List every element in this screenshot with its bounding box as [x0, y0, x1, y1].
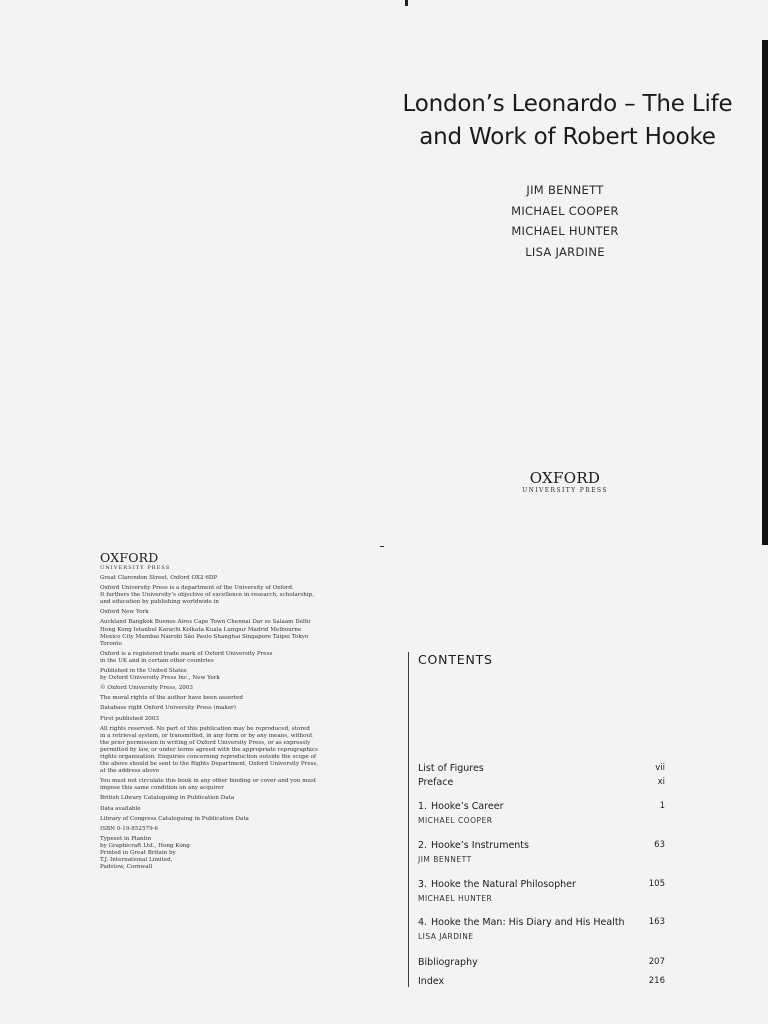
toc-chapter-title: Index	[418, 976, 445, 987]
imprint-paragraph: Library of Congress Cataloguing in Publication Data	[100, 815, 249, 822]
toc-page-number: 63	[654, 840, 665, 850]
author-name: MICHAEL COOPER	[511, 203, 619, 218]
toc-chapter-number: 2.	[418, 840, 428, 851]
contents-vertical-rule	[408, 652, 409, 987]
scan-page-edge	[762, 40, 768, 545]
imprint-paragraph: All rights reserved. No part of this publication may be reproduced, stored in a retrieval system, or transmitted, in any form or by any means, without the prior permission in writing of Oxford University Press, or as expressly permitted by law, or under terms agreed with the appropriate reprographics rights organization. Enquiries concerning reproduction outside the scope of the above should be sent to the Rights Department, Oxford University Press, at the address above	[100, 725, 319, 775]
imprint-paragraph: ISBN 0-19-852579-6	[100, 825, 159, 832]
imprint-paragraph: Oxford New York	[100, 609, 149, 616]
toc-chapter-author: MICHAEL HUNTER	[418, 894, 493, 903]
toc-chapter-author: LISA JARDINE	[418, 932, 474, 941]
toc-chapter-author: JIM BENNETT	[418, 855, 472, 864]
toc-chapter-title: Preface	[418, 777, 454, 788]
toc-entry	[418, 916, 665, 930]
toc-page-number: 216	[648, 976, 665, 986]
imprint-paragraph: Data available	[100, 805, 141, 812]
author-name: MICHAEL HUNTER	[511, 224, 619, 238]
publisher-logo-name: OXFORD	[529, 469, 601, 487]
toc-chapter-number: 3.	[418, 879, 428, 890]
toc-entry	[418, 975, 665, 989]
contents-heading: CONTENTS	[418, 652, 493, 667]
imprint-paragraph: Database right Oxford University Press (maker)	[100, 705, 236, 712]
scan-artifact-mark	[405, 0, 408, 6]
toc-chapter-author: MICHAEL COOPER	[418, 816, 493, 825]
toc-page-number: 1	[659, 801, 665, 811]
imprint-publisher-subtitle: UNIVERSITY PRESS	[100, 565, 171, 571]
toc-page-number: 163	[648, 917, 665, 927]
toc-chapter-title: Hooke’s Instruments	[431, 840, 529, 851]
toc-chapter-title: Bibliography	[418, 957, 478, 968]
toc-chapter-title: Hooke’s Career	[431, 801, 504, 812]
imprint-paragraph: First published 2003	[100, 715, 159, 722]
imprint-paragraph: © Oxford University Press, 2003	[100, 685, 193, 692]
toc-page-number: vii	[655, 763, 665, 773]
imprint-paragraph: The moral rights of the author have been asserted	[100, 695, 243, 702]
imprint-paragraph: You must not circulate this book in any other binding or cover and you must impose this same condition on any acquirer	[100, 778, 317, 792]
toc-page-number: xi	[657, 777, 665, 787]
toc-chapter-number: 1.	[418, 801, 428, 812]
author-list	[460, 180, 670, 262]
toc-chapter-title: List of Figures	[418, 763, 484, 774]
toc-entry	[418, 839, 665, 853]
imprint-paragraph: Oxford University Press is a department of the University of Oxford. It furthers the University’s objective of excellence in research, scholarship, and education by publishing worldwide in	[100, 585, 315, 606]
toc-entry	[418, 878, 665, 892]
book-title	[395, 88, 740, 154]
toc-chapter-title: Hooke the Natural Philosopher	[431, 879, 576, 890]
imprint-paragraph: Great Clarendon Street, Oxford OX2 6DP	[100, 575, 218, 581]
imprint-paragraphs	[100, 575, 362, 871]
imprint-paragraph: Oxford is a registered trade mark of Oxford University Press in the UK and in certain other countries	[100, 650, 273, 664]
imprint-paragraph: Auckland Bangkok Buenos Aires Cape Town Chennai Dar es Salaam Delhi Hong Kong Istanbul Karachi Kolkata Kuala Lumpur Madrid Melbourne Mexico City Mumbai Nairobi São Paulo Shanghai Singapore Taipei Tokyo Toronto	[100, 619, 311, 647]
toc-chapter-number: 4.	[418, 917, 428, 928]
author-name: LISA JARDINE	[525, 244, 605, 259]
toc-entry	[418, 800, 665, 814]
toc-page-number: 207	[648, 957, 665, 967]
author-name: JIM BENNETT	[526, 183, 604, 197]
toc-entry	[418, 776, 665, 790]
toc-chapter-title: Hooke the Man: His Diary and His Health	[431, 917, 625, 928]
imprint-paragraph: British Library Cataloguing in Publication Data	[100, 795, 235, 802]
imprint-paragraph: Typeset in Plantin by Graphicraft Ltd., Hong Kong Printed in Great Britain by T.J. International Limited, Padstow, Cornwall	[100, 835, 190, 871]
scan-artifact-dot	[380, 546, 384, 547]
imprint-block	[100, 551, 362, 874]
publisher-logo-subtitle: UNIVERSITY PRESS	[522, 487, 608, 494]
book-title-line-1: London’s Leonardo – The Life	[402, 91, 733, 117]
imprint-publisher-name: OXFORD	[100, 550, 159, 565]
toc-entry	[418, 956, 665, 970]
toc-page-number: 105	[648, 879, 665, 889]
imprint-paragraph: Published in the United States by Oxford University Press Inc., New York	[100, 668, 220, 682]
toc-entry	[418, 762, 665, 776]
book-title-line-2: and Work of Robert Hooke	[419, 124, 716, 150]
publisher-logo	[520, 470, 610, 495]
